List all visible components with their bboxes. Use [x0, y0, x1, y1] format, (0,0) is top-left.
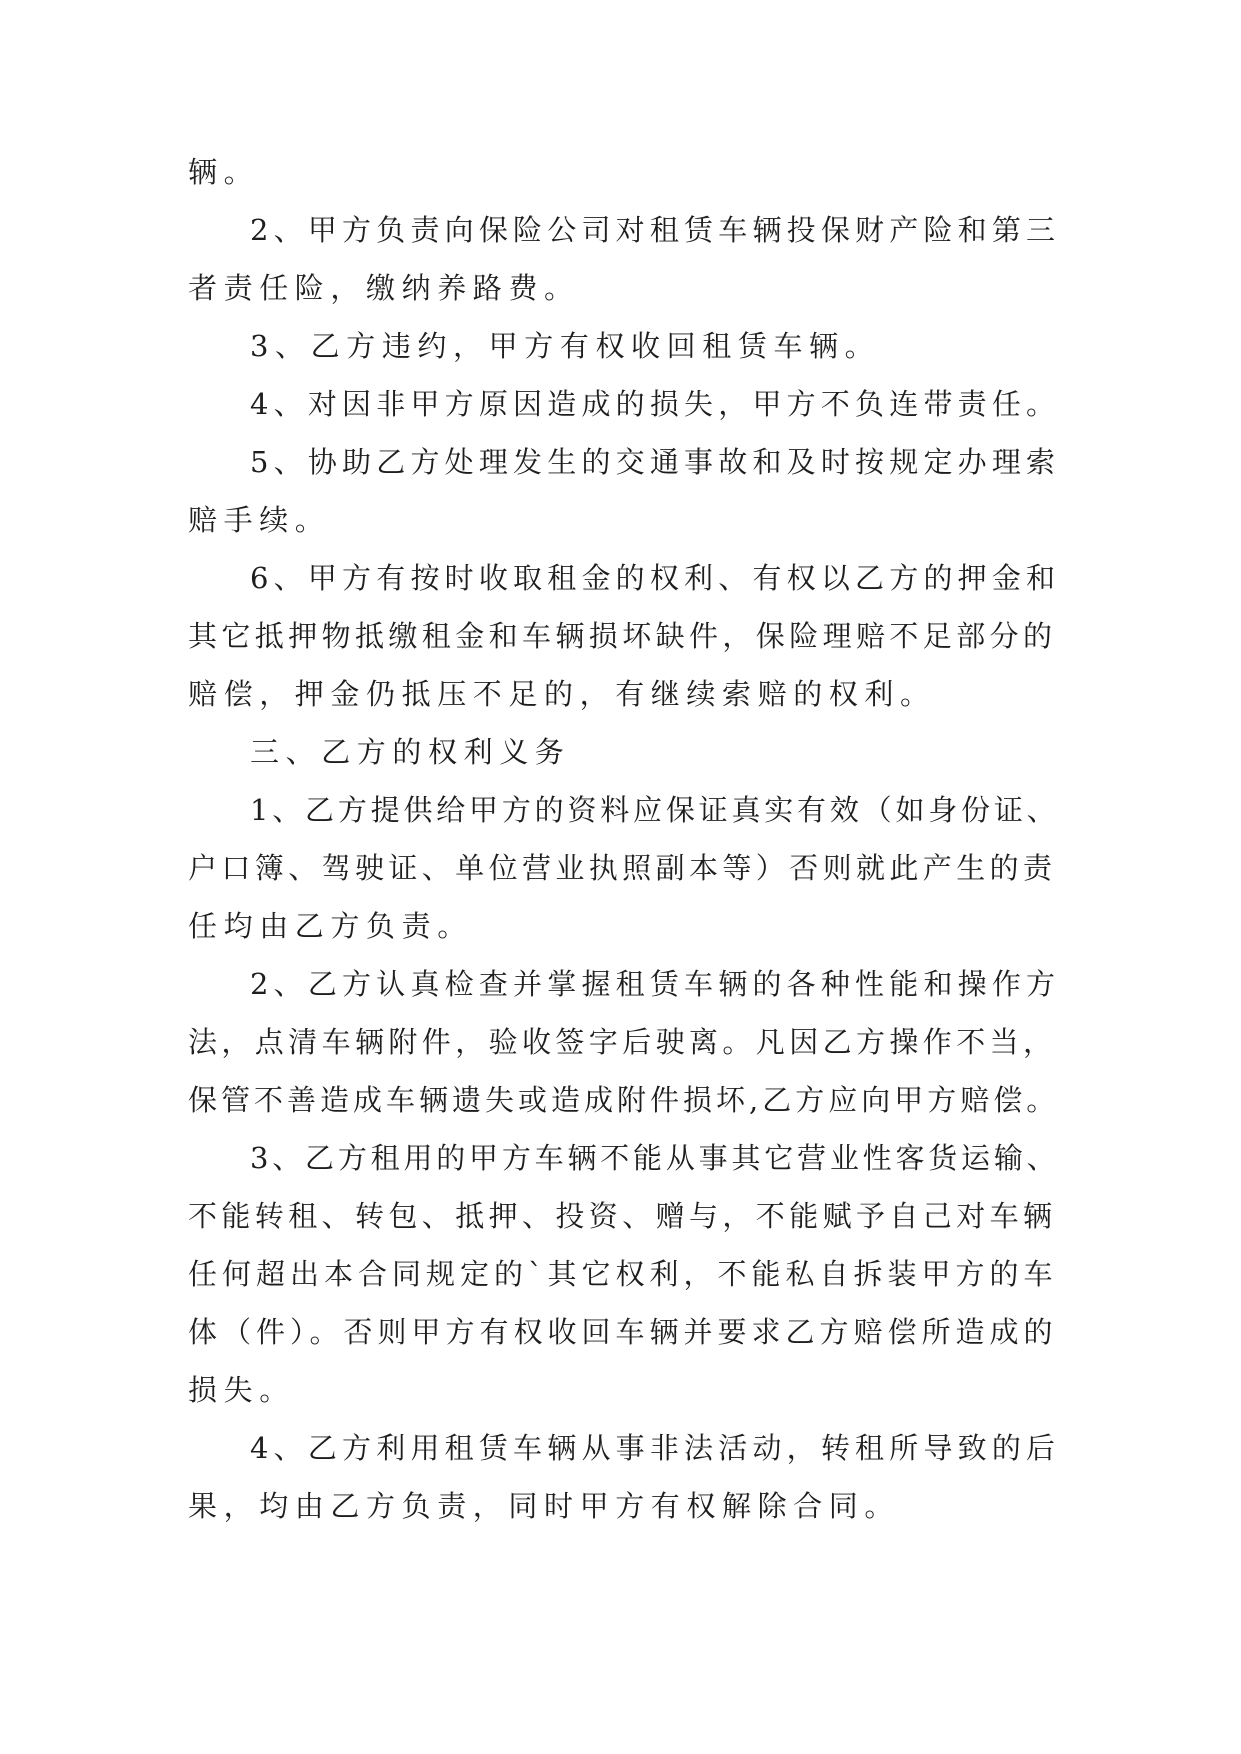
text-line: 任何超出本合同规定的`其它权利，不能私自拆装甲方的车: [188, 1257, 1058, 1291]
section-heading: 三、乙方的权利义务: [250, 735, 571, 769]
text-line: 法，点清车辆附件，验收签字后驶离。凡因乙方操作不当，: [188, 1025, 1057, 1059]
text-line: 5、协助乙方处理发生的交通事故和及时按规定办理索: [250, 445, 1061, 479]
text-line: 果，均由乙方负责，同时甲方有权解除合同。: [188, 1489, 901, 1523]
text-line: 损失。: [188, 1373, 295, 1407]
text-line: 赔手续。: [188, 503, 331, 537]
text-line: 不能转租、转包、抵押、投资、赠与，不能赋予自己对车辆: [188, 1199, 1057, 1233]
text-line: 体（件）。否则甲方有权收回车辆并要求乙方赔偿所造成的: [188, 1315, 1058, 1349]
text-line: 4、对因非甲方原因造成的损失，甲方不负连带责任。: [250, 387, 1061, 421]
text-line: 3、乙方租用的甲方车辆不能从事其它营业性客货运输、: [250, 1141, 1060, 1175]
text-line: 2、甲方负责向保险公司对租赁车辆投保财产险和第三: [250, 213, 1061, 247]
text-line: 户口簿、驾驶证、单位营业执照副本等）否则就此产生的责: [188, 851, 1057, 885]
text-line: 1、乙方提供给甲方的资料应保证真实有效（如身份证、: [250, 793, 1060, 827]
text-line: 赔偿，押金仍抵压不足的，有继续索赔的权利。: [188, 677, 936, 711]
text-line: 其它抵押物抵缴租金和车辆损坏缺件，保险理赔不足部分的: [188, 619, 1057, 653]
text-line: 者责任险，缴纳养路费。: [188, 271, 580, 305]
text-line: 6、甲方有按时收取租金的权利、有权以乙方的押金和: [250, 561, 1061, 595]
text-line: 3、乙方违约，甲方有权收回租赁车辆。: [250, 329, 881, 363]
text-line: 保管不善造成车辆遗失或造成附件损坏,乙方应向甲方赔偿。: [188, 1083, 1060, 1117]
text-line: 任均由乙方负责。: [188, 909, 473, 943]
text-line: 2、乙方认真检查并掌握租赁车辆的各种性能和操作方: [250, 967, 1061, 1001]
text-line: 辆。: [188, 155, 260, 189]
text-line: 4、乙方利用租赁车辆从事非法活动，转租所导致的后: [250, 1431, 1061, 1465]
